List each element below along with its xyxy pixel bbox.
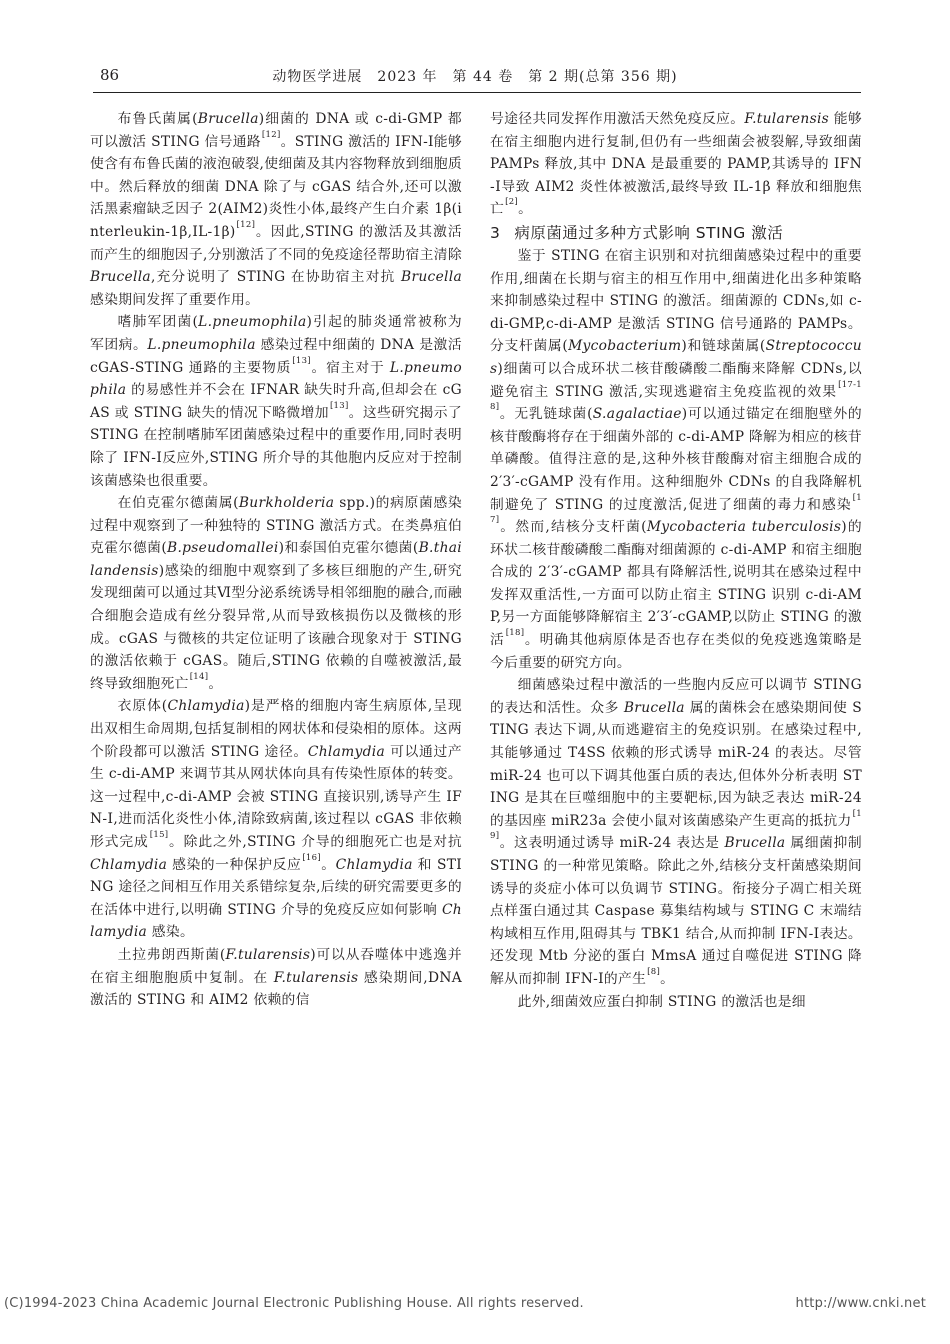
paragraph-francisella-continued: 号途径共同发挥作用激活天然免疫反应。F.tularensis 能够在宿主细胞内进行复制,但仍有一些细菌会被裂解,导致细菌 PAMPs 释放,其中 DNA 是最重要的 PAMP,其诱导的 IFN-Ⅰ导致 AIM2 炎性体被激活,最终导致 IL-1β 释放和细胞焦亡[2]。	[490, 111, 862, 218]
paragraph-effector-proteins: 此外,细菌效应蛋白抑制 STING 的激活也是细	[517, 993, 806, 1010]
copyright-notice: (C)1994-2023 China Academic Journal Electronic Publishing House. All rights reserved.	[4, 1296, 584, 1311]
citation: [13]	[329, 400, 349, 411]
citation: [19]	[490, 808, 862, 842]
paragraph-francisella: 土拉弗朗西斯菌(F.tularensis)可以从吞噬体中逃逸并在宿主细胞胞质中复制。在 F.tularensis 感染期间,DNA 激活的 STING 和 AIM2 依赖的信	[90, 946, 462, 1009]
citation: [17-18]	[490, 379, 862, 413]
citation: [16]	[302, 852, 321, 863]
citation: [15]	[149, 830, 169, 840]
paragraph-chlamydia: 衣原体(Chlamydia)是严格的细胞内寄生病原体,呈现出双相生命周期,包括复制相的网状体和侵染相的原体。这两个阶段都可以激活 STING 途径。Chlamydia 可以通过产生 c-di-AMP 来调节其从网状体向具有传染性原体的转变。这一过程中,c-di-AMP 会被 STING 直接识别,诱导产生 IFN-Ⅰ,进而活化炎性小体,清除致病菌,该过程以 cGAS 非依赖形式完成[15]。除此之外,STING 介导的细胞死亡也是对抗 Chlamydia 感染的一种保护反应[16]。Chlamydia 和 STING 途径之间相互作用关系错综复杂,后续的研究需要更多的在活体中进行,以明确 STING 介导的免疫反应如何影响 Chlamydia 感染。	[90, 698, 463, 941]
citation: [13]	[292, 355, 311, 366]
left-column	[90, 108, 462, 1012]
citation: [12]	[261, 129, 281, 140]
citation: [14]	[189, 671, 209, 682]
section-title: 病原菌通过多种方式影响 STING 激活	[514, 223, 784, 242]
paragraph-brucella: 布鲁氏菌属(Brucella)细菌的 DNA 或 c-di-GMP 都可以激活 STING 信号通路[12]。STING 激活的 IFN-Ⅰ能够使含有布鲁氏菌的液泡破裂,使细菌及其内容物释放到细胞质中。然后释放的细菌 DNA 除了与 cGAS 结合外,还可以激活黑素瘤缺乏因子 2(AIM2)炎性小体,最终产生白介素 1β(interleukin-1β,IL-1β)[12]。因此,STING 的激活及其激活而产生的细胞因子,分别激活了不同的免疫途径帮助宿主清除 Brucella,充分说明了 STING 在协助宿主对抗 Brucella 感染期间发挥了重要作用。	[90, 111, 463, 308]
citation: [17]	[490, 492, 862, 526]
citation: [2]	[505, 197, 519, 208]
section-number: 3	[490, 223, 501, 242]
paragraph-sting-regulation: 细菌感染过程中激活的一些胞内反应可以调节 STING 的表达和活性。众多 Brucella 属的菌株会在感染期间使 STING 表达下调,从而逃避宿主的免疫识别。在感染过程中,其能够通过 T4SS 依赖的形式诱导 miR-24 的表达。尽管 miR-24 也可以下调其他蛋白质的表达,但体外分析表明 STING 是其在巨噬细胞中的主要靶标,因为缺乏表达 miR-24 的基因座 miR23a 会使小鼠对该菌感染产生更高的抵抗力[19]。这表明通过诱导 miR-24 表达是 Brucella 属细菌抑制 STING 的一种常见策略。除此之外,结核分支杆菌感染期间诱导的炎症小体可以负调节 STING。衔接分子凋亡相关斑点样蛋白通过其 Caspase 募集结构域与 STING C 末端结构域相互作用,阻碍其与 TBK1 结合,从而抑制 IFN-Ⅰ表达。还发现 Mtb 分泌的蛋白 MmsA 通过自噬促进 STING 降解从而抑制 IFN-Ⅰ的产生[8]。	[490, 677, 862, 987]
citation: [12]	[236, 219, 256, 230]
paragraph-burkholderia: 在伯克霍尔德菌属(Burkholderia spp.)的病原菌感染过程中观察到了一种独特的 STING 激活方式。在类鼻疽伯克霍尔德菌(B.pseudomallei)和泰国伯克霍尔德菌(B.thailandensis)感染的细胞中观察到了多核巨细胞的产生,研究发现细菌可以通过其Ⅵ型分泌系统诱导相邻细胞的融合,而融合细胞会造成有丝分裂异常,从而导致核损伤以及微核的形成。cGAS 与微核的共定位证明了该融合现象对于 STING 的激活依赖于 cGAS。随后,STING 依赖的自噬被激活,最终导致细胞死亡[14]。	[90, 495, 462, 692]
right-column	[490, 108, 862, 1013]
footer-url: http://www.cnki.net	[795, 1296, 926, 1311]
running-header	[0, 66, 950, 90]
page-number: 86	[100, 66, 120, 84]
section-heading-3	[490, 221, 862, 245]
paragraph-legionella: 嗜肺军团菌(L.pneumophila)引起的肺炎通常被称为军团病。L.pneumophila 感染过程中细菌的 DNA 是激活 cGAS-STING 通路的主要物质[13]。宿主对于 L.pneumophila 的易感性并不会在 IFNAR 缺失时升高,但却会在 cGAS 或 STING 缺失的情况下略微增加[13]。这些研究揭示了 STING 在控制嗜肺军团菌感染过程中的重要作用,同时表明除了 IFN-Ⅰ反应外,STING 所介导的其他胞内反应对于控制该菌感染也很重要。	[90, 314, 462, 489]
citation: [18]	[505, 628, 525, 639]
paragraph-cdn-degradation: 鉴于 STING 在宿主识别和对抗细菌感染过程中的重要作用,细菌在长期与宿主的相互作用中,细菌进化出多种策略来抑制感染过程中 STING 的激活。细菌源的 CDNs,如 c-di-GMP,c-di-AMP 是激活 STING 信号通路的 PAMPs。分支杆菌属(Mycobacterium)和链球菌属(Streptococcus)细菌可以合成环状二核苷酸磷酸二酯酶来降解 CDNs,以避免宿主 STING 激活,实现逃避宿主免疫监视的效果[17-18]。无乳链球菌(S.agalactiae)可以通过锚定在细胞壁外的核苷酸酶将存在于细菌外部的 c-di-AMP 降解为相应的核苷单磷酸。值得注意的是,这种外核苷酸酶对宿主细胞合成的 2′3′-cGAMP 没有作用。这种细胞外 CDNs 的自我降解机制避免了 STING 的过度激活,促进了细菌的毒力和感染[17]。然而,结核分支杆菌(Mycobacteria tuberculosis)的环状二核苷酸磷酸二酯酶对细菌源的 c-di-AMP 和宿主细胞合成的 2′3′-cGAMP 都具有降解活性,说明其在感染过程中发挥双重活性,一方面可以防止宿主 STING 识别 c-di-AMP,另一方面能够降解宿主 2′3′-cGAMP,以防止 STING 的激活[18]。明确其他病原体是否也存在类似的免疫逃逸策略是今后重要的研究方向。	[490, 247, 862, 671]
citation: [8]	[647, 966, 661, 977]
header-rule	[93, 92, 861, 93]
journal-title-line: 动物医学进展 2023 年 第 44 卷 第 2 期(总第 356 期)	[272, 69, 678, 85]
